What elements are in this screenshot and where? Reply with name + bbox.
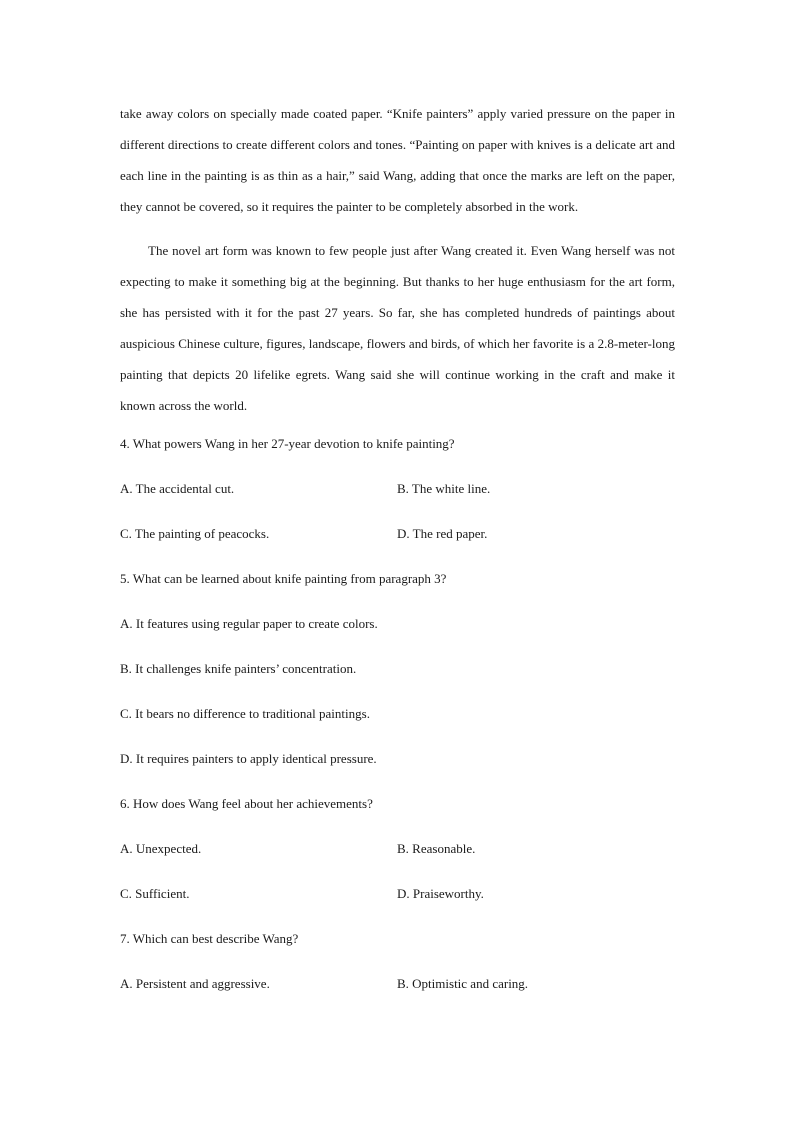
option-b: B. It challenges knife painters’ concentration. [120, 661, 357, 676]
question-6 [120, 794, 675, 904]
option-a: A. Persistent and aggressive. [120, 976, 270, 991]
question-stem: 4. What powers Wang in her 27-year devotion to knife painting? [120, 436, 455, 451]
option-a: A. The accidental cut. [120, 481, 235, 496]
option-b: B. The white line. [397, 481, 491, 496]
option-a: A. It features using regular paper to create colors. [120, 616, 378, 631]
question-5 [120, 569, 675, 769]
option-c: C. Sufficient. [120, 886, 190, 901]
question-stem: 7. Which can best describe Wang? [120, 931, 299, 946]
option-row [120, 974, 675, 994]
option-row [120, 479, 675, 499]
option-row [120, 884, 675, 904]
passage-paragraph: The novel art form was known to few people just after Wang created it. Even Wang herself was not expecting to make it something big at the beginning. But thanks to her huge enthusiasm for the art form, she has persisted with it for the past 27 years. So far, she has completed hundreds of paintings about auspicious Chinese culture, figures, landscape, flowers and birds, of which her favorite is a 2.8-meter-long painting that depicts 20 lifelike egrets. Wang said she will continue working in the craft and make it known across the world. [120, 243, 675, 413]
option-a: A. Unexpected. [120, 841, 202, 856]
question-7 [120, 929, 675, 994]
option-b: B. Reasonable. [397, 841, 476, 856]
passage-paragraph: take away colors on specially made coated paper. “Knife painters” apply varied pressure on the paper in different directions to create different colors and tones. “Painting on paper with knives is a delicate art and each line in the painting is as thin as a hair,” said Wang, adding that once the marks are left on the paper, they cannot be covered, so it requires the painter to be completely absorbed in the work. [120, 106, 675, 214]
question-stem: 5. What can be learned about knife painting from paragraph 3? [120, 571, 447, 586]
option-c: C. It bears no difference to traditional paintings. [120, 706, 370, 721]
document-page [120, 98, 675, 994]
question-4 [120, 434, 675, 544]
option-b: B. Optimistic and caring. [397, 976, 529, 991]
option-d: D. Praiseworthy. [397, 886, 484, 901]
option-d: D. It requires painters to apply identical pressure. [120, 751, 377, 766]
option-row [120, 524, 675, 544]
question-stem: 6. How does Wang feel about her achievements? [120, 796, 373, 811]
option-c: C. The painting of peacocks. [120, 526, 270, 541]
option-d: D. The red paper. [397, 526, 488, 541]
option-row [120, 839, 675, 859]
